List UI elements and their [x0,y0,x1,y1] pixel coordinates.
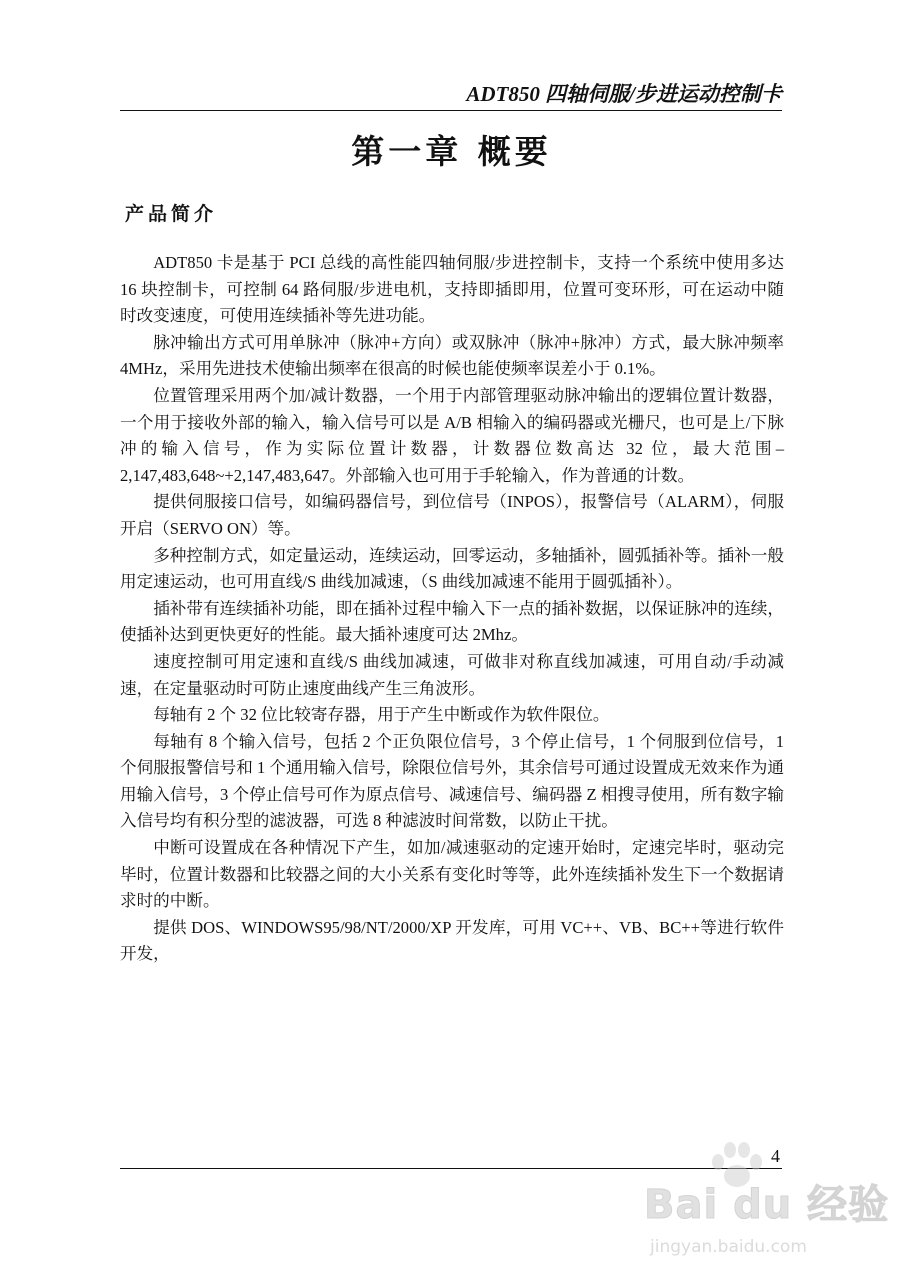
body-text [120,250,784,968]
page-number: 4 [771,1146,780,1166]
chapter-title: 第一章 概要 [351,132,552,171]
paragraph-2: 脉冲输出方式可用单脉冲（脉冲+方向）或双脉冲（脉冲+脉冲）方式，最大脉冲频率 4MHz，采用先进技术使输出频率在很高的时候也能使频率误差小于 0.1%。 [120,332,784,379]
paragraph-10: 中断可设置成在各种情况下产生，如加/减速驱动的定速开始时，定速完毕时，驱动完毕时，位置计数器和比较器之间的大小关系有变化时等等，此外连续插补发生下一个数据请求时的中断。 [120,838,784,911]
paragraph-8: 每轴有 2 个 32 位比较寄存器，用于产生中断或作为软件限位。 [153,705,610,725]
paragraph-4: 提供伺服接口信号，如编码器信号，到位信号（INPOS），报警信号（ALARM），伺服开启（SERVO ON）等。 [120,492,784,538]
baidu-logo-text: Bai du 经验 [644,1182,890,1228]
baidu-url: jingyan.baidu.com [650,1237,807,1257]
header-rule [120,110,782,111]
paragraph-3: 位置管理采用两个加/减计数器，一个用于内部管理驱动脉冲输出的逻辑位置计数器，一个用于接收外部的输入，输入信号可以是 A/B 相输入的编码器或光栅尺，也可是上/下脉冲的输入信号，作为实际位置计数器，计数器位数高达 32 位，最大范围–2,147,483,648~+2,147,483,647。外部输入也可用于手轮输入，作为普通的计数。 [120,385,784,485]
baidu-watermark [644,1140,894,1270]
paragraph-6: 插补带有连续插补功能，即在插补过程中输入下一点的插补数据，以保证脉冲的连续，使插补达到更快更好的性能。最大插补速度可达 2Mhz。 [120,598,784,645]
section-title: 产品简介 [125,203,218,225]
running-header: ADT850 四轴伺服/步进运动控制卡 [466,82,782,106]
paragraph-5: 多种控制方式，如定量运动，连续运动，回零运动，多轴插补，圆弧插补等。插补一般用定速运动，也可用直线/S 曲线加减速，（S 曲线加减速不能用于圆弧插补）。 [120,545,784,592]
paragraph-11: 提供 DOS、WINDOWS95/98/NT/2000/XP 开发库，可用 VC++、VB、BC++等进行软件开发， [120,917,784,964]
paragraph-7: 速度控制可用定速和直线/S 曲线加减速，可做非对称直线加减速，可用自动/手动减速，在定量驱动时可防止速度曲线产生三角波形。 [120,651,784,698]
paragraph-1: ADT850 卡是基于 PCI 总线的高性能四轴伺服/步进控制卡，支持一个系统中使用多达 16 块控制卡，可控制 64 路伺服/步进电机，支持即插即用，位置可变环形，可在运动中随时改变速度，可使用连续插补等先进功能。 [120,253,784,326]
paragraph-9: 每轴有 8 个输入信号，包括 2 个正负限位信号，3 个停止信号，1 个伺服到位信号，1 个伺服报警信号和 1 个通用输入信号，除限位信号外，其余信号可通过设置成无效来作为通用输入信号，3 个停止信号可作为原点信号、减速信号、编码器 Z 相搜寻使用，所有数字输入信号均有积分型的滤波器，可选 8 种滤波时间常数，以防止干扰。 [120,731,784,831]
